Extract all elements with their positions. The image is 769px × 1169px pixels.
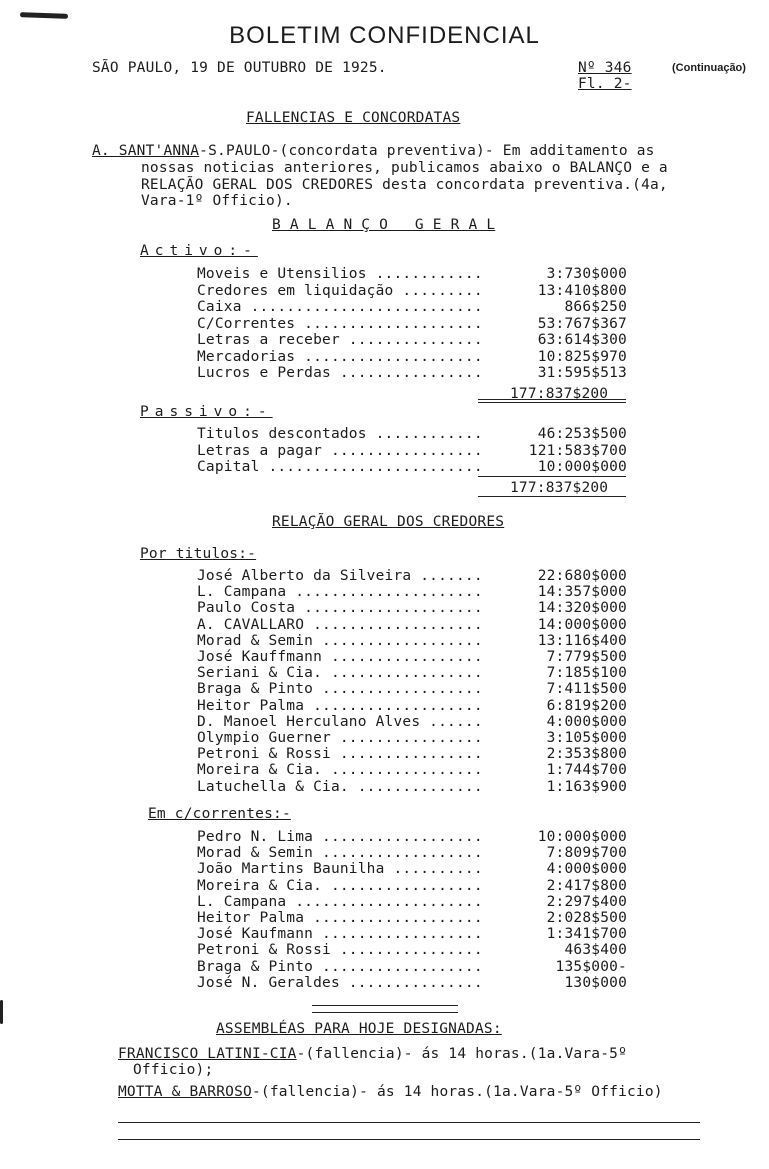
titulos-row-value: 3:105$000 [546, 730, 627, 746]
correntes-row [197, 975, 627, 991]
assemblea-2 [118, 1084, 663, 1100]
passivo-row-value: 10:000$000 [537, 459, 627, 475]
activo-row-label: Caixa .......................... [197, 299, 483, 315]
bulletin-number: Nº 346 [578, 60, 632, 76]
passivo-total: 177:837$200 [510, 480, 609, 496]
relacao-title: RELAÇÃO GERAL DOS CREDORES [272, 514, 505, 530]
titulos-row-label: Olympio Guerner ................ [197, 730, 483, 746]
correntes-row [197, 926, 627, 942]
entry-line-1 [92, 143, 655, 159]
titulos-row-label: Morad & Semin .................. [197, 632, 483, 649]
titulos-row [197, 746, 627, 762]
titulos-row [197, 584, 627, 600]
titulos-row-value: 2:353$800 [546, 746, 627, 763]
titulos-row [197, 714, 627, 730]
activo-row-label: Mercadorias .................... [197, 348, 483, 365]
activo-row-value: 13:410$800 [537, 282, 627, 299]
titulos-row-label: Latuchella & Cia. .............. [197, 778, 483, 795]
passivo-row-value: 121:583$700 [528, 442, 627, 459]
activo-total-underline [478, 402, 626, 403]
assemblea-2-name: MOTTA & BARROSO [118, 1084, 252, 1100]
titulos-row-label: A. CAVALLARO ................... [197, 616, 483, 633]
titulos-row-value: 6:819$200 [546, 697, 627, 714]
ink-speck [0, 1000, 3, 1024]
ink-mark [20, 12, 68, 19]
correntes-row-label: Petroni & Rossi ................ [197, 942, 483, 959]
correntes-row-label: Pedro N. Lima .................. [197, 829, 483, 845]
place-date: SÃO PAULO, 19 DE OUTUBRO DE 1925. [92, 60, 387, 76]
titulos-row-value: 14:320$000 [537, 600, 627, 617]
correntes-row-value: 2:297$400 [546, 893, 627, 910]
titulos-row [197, 600, 627, 616]
titulos-row-value: 7:185$100 [546, 665, 627, 682]
correntes-row [197, 878, 627, 894]
titulos-row-label: Seriani & Cia. ................. [197, 665, 483, 682]
activo-row [197, 332, 627, 348]
titulos-row-label: José Kauffmann ................. [197, 649, 483, 665]
titulos-row-label: José Alberto da Silveira ....... [197, 568, 483, 584]
activo-row-value: 63:614$300 [537, 332, 627, 348]
assemblea-1-text: -(fallencia)- ás 14 horas.(1a.Vara-5º [296, 1046, 628, 1062]
titulos-row [197, 568, 627, 584]
entry-line-1-text: -S.PAULO-(concordata preventiva)- Em additamento as [199, 143, 655, 159]
separator-rule-1 [312, 1005, 458, 1006]
correntes-row-value: 135$000- [555, 958, 627, 975]
passivo-row [197, 443, 627, 459]
passivo-row-label: Titulos descontados ............ [197, 426, 483, 442]
activo-row-label: Moveis e Utensilios ............ [197, 266, 483, 282]
titulos-row-label: Paulo Costa .................... [197, 600, 483, 617]
correntes-row-label: Braga & Pinto .................. [197, 958, 483, 975]
activo-row-value: 866$250 [564, 299, 627, 315]
correntes-label: Em c/correntes:- [148, 806, 291, 822]
correntes-row [197, 845, 627, 861]
titulos-row-value: 14:000$000 [537, 616, 627, 633]
titulos-row [197, 665, 627, 681]
entry-line-2: nossas noticias anteriores, publicamos abaixo o BALANÇO e a [141, 160, 668, 176]
correntes-row-label: Heitor Palma ................... [197, 910, 483, 926]
activo-row-value: 10:825$970 [537, 348, 627, 365]
correntes-row-label: Morad & Semin .................. [197, 845, 483, 862]
titulos-row-value: 7:411$500 [546, 681, 627, 698]
correntes-row-value: 7:809$700 [546, 845, 627, 862]
activo-label: Activo:- [140, 243, 258, 259]
activo-row-value: 31:595$513 [537, 365, 627, 381]
titulos-row [197, 779, 627, 795]
titulos-row-label: Moreira & Cia. ................. [197, 762, 483, 779]
titulos-row-value: 4:000$000 [546, 713, 627, 730]
bottom-rule-1 [118, 1122, 700, 1123]
sheet-number: Fl. 2- [578, 76, 632, 92]
correntes-row [197, 942, 627, 958]
activo-row-value: 3:730$000 [546, 266, 627, 282]
passivo-total-underline [478, 496, 626, 497]
assemblea-1 [118, 1046, 627, 1062]
titulos-row-value: 1:744$700 [546, 762, 627, 779]
titulos-row [197, 681, 627, 697]
correntes-row-value: 1:341$700 [546, 926, 627, 943]
titulos-row-value: 1:163$900 [546, 778, 627, 795]
activo-row-label: Credores em liquidação ......... [197, 282, 483, 299]
activo-row [197, 266, 627, 282]
passivo-row-value: 46:253$500 [537, 426, 627, 442]
titulos-row [197, 762, 627, 778]
titulos-label: Por titulos:- [140, 546, 257, 562]
activo-row [197, 349, 627, 365]
titulos-row-value: 14:357$000 [537, 584, 627, 601]
entry-line-3: RELAÇÃO GERAL DOS CREDORES desta concordata preventiva.(4a, [141, 177, 668, 193]
activo-row [197, 316, 627, 332]
correntes-row-label: José Kaufmann .................. [197, 926, 483, 943]
correntes-row-label: José N. Geraldes ............... [197, 974, 483, 991]
correntes-row [197, 829, 627, 845]
section-title: FALLENCIAS E CONCORDATAS [246, 110, 461, 126]
correntes-row-value: 130$000 [564, 974, 627, 991]
activo-row [197, 365, 627, 381]
correntes-row [197, 894, 627, 910]
titulos-row-value: 7:779$500 [546, 649, 627, 665]
activo-row-value: 53:767$367 [537, 315, 627, 332]
passivo-label: Passivo:- [140, 404, 273, 420]
correntes-row-value: 10:000$000 [537, 829, 627, 845]
activo-row [197, 283, 627, 299]
activo-row [197, 299, 627, 315]
entry-line-4: Vara-1º Officio). [141, 193, 293, 209]
titulos-row [197, 730, 627, 746]
passivo-row [197, 459, 627, 475]
titulos-row [197, 617, 627, 633]
passivo-row [197, 426, 627, 442]
titulos-row [197, 633, 627, 649]
activo-row-label: C/Correntes .................... [197, 315, 483, 332]
assemblea-1-cont: Officio); [133, 1062, 214, 1078]
titulos-row-value: 13:116$400 [537, 632, 627, 649]
correntes-row-label: João Martins Baunilha .......... [197, 861, 483, 878]
titulos-row-label: Heitor Palma ................... [197, 697, 483, 714]
passivo-total-rule [478, 476, 626, 477]
activo-row-label: Letras a receber ............... [197, 332, 483, 348]
separator-rule-2 [312, 1012, 458, 1013]
passivo-row-label: Capital ........................ [197, 459, 483, 475]
document-title: BOLETIM CONFIDENCIAL [229, 22, 540, 49]
correntes-row-value: 2:417$800 [546, 877, 627, 894]
correntes-row [197, 910, 627, 926]
bottom-rule-2 [118, 1139, 700, 1140]
titulos-row-label: L. Campana ..................... [197, 584, 483, 601]
balanco-title: B A L A N Ç O G E R A L [272, 217, 496, 233]
titulos-row-label: D. Manoel Herculano Alves ...... [197, 713, 483, 730]
company-name: A. SANT'ANNA [92, 143, 200, 159]
activo-row-label: Lucros e Perdas ................ [197, 365, 483, 381]
titulos-row [197, 649, 627, 665]
correntes-row-value: 2:028$500 [546, 910, 627, 926]
passivo-row-label: Letras a pagar ................. [197, 442, 483, 459]
titulos-row [197, 698, 627, 714]
activo-total: 177:837$200 [510, 386, 609, 402]
assemblea-2-text: -(fallencia)- ás 14 horas.(1a.Vara-5º Officio) [251, 1084, 663, 1100]
correntes-row-value: 4:000$000 [546, 861, 627, 878]
correntes-row-value: 463$400 [564, 942, 627, 959]
assemblea-1-name: FRANCISCO LATINI-CIA [118, 1046, 297, 1062]
correntes-row [197, 861, 627, 877]
titulos-row-label: Braga & Pinto .................. [197, 681, 483, 698]
correntes-row-label: L. Campana ..................... [197, 893, 483, 910]
titulos-row-value: 22:680$000 [537, 568, 627, 584]
titulos-row-label: Petroni & Rossi ................ [197, 746, 483, 763]
correntes-row-label: Moreira & Cia. ................. [197, 877, 483, 894]
correntes-row [197, 959, 627, 975]
assembleas-title: ASSEMBLÉAS PARA HOJE DESIGNADAS: [216, 1021, 502, 1037]
continuation-label: (Continuação) [672, 62, 746, 74]
